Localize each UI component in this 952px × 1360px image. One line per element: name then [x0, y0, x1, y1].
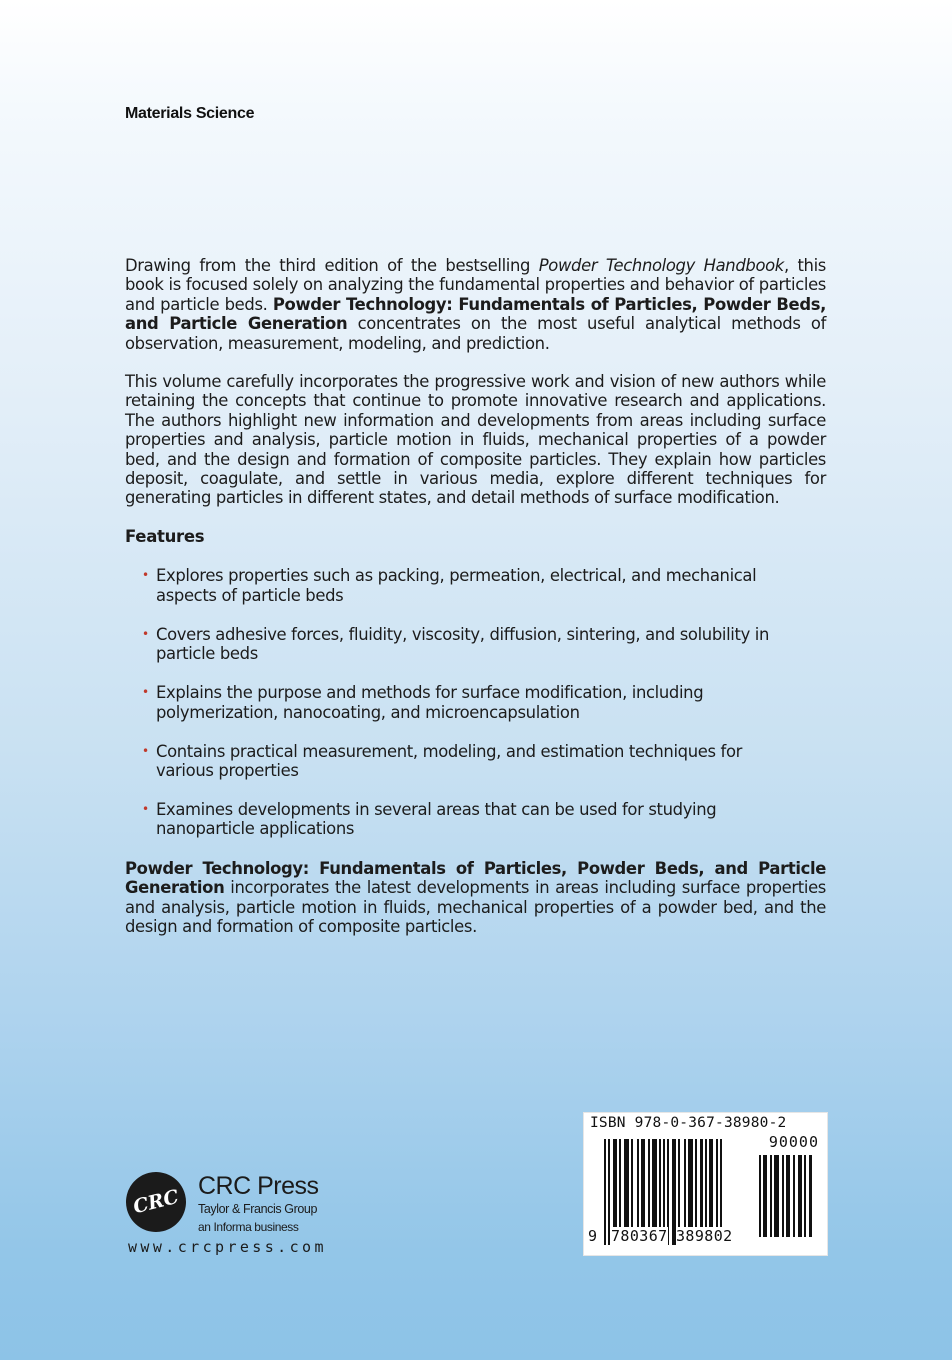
publisher-website[interactable]: www.crcpress.com [128, 1238, 327, 1256]
isbn-label: ISBN 978-0-367-38980-2 [590, 1115, 787, 1131]
feature-item: • Explores properties such as packing, permeation, electrical, and mechanical aspects of particle beds [156, 566, 776, 605]
barcode-digit-first: 9 [588, 1227, 598, 1245]
barcode-digits-left: 780367 [611, 1227, 668, 1245]
intro-paragraph-1: Drawing from the third edition of the bestselling Powder Technology Handbook, this book is focused solely on analyzing the fundamental properties and behavior of particles and particle beds. Powder Technology: Fundamentals of Particles, Powder Beds, and Particle Generation concentrates on the most useful analytical methods of observation, measurement, modeling, and prediction. [125, 256, 826, 353]
barcode-addon-icon [759, 1155, 819, 1237]
publisher-parent: an Informa business [198, 1220, 299, 1234]
publisher-name: CRC Press [198, 1172, 319, 1200]
publisher-group: Taylor & Francis Group [198, 1202, 318, 1216]
category-label: Materials Science [125, 105, 255, 122]
feature-item: • Explains the purpose and methods for surface modification, including polymerization, nanocoating, and microencapsulation [156, 683, 776, 722]
book-title: Powder Technology: Fundamentals of Particles, Powder Beds, and Particle Generation [125, 858, 826, 898]
handbook-title: Powder Technology Handbook [538, 256, 784, 275]
isbn-addon: 90000 [768, 1133, 819, 1151]
book-title: Powder Technology: Fundamentals of Particles, Powder Beds, and Particle Generation [125, 294, 826, 334]
crc-logo-icon: CRC [120, 1166, 193, 1239]
publisher-block [126, 1172, 346, 1262]
isbn-barcode [583, 1112, 828, 1256]
barcode-digits-right: 389802 [676, 1227, 733, 1245]
intro-paragraph-2: This volume carefully incorporates the progressive work and vision of new authors while retaining the concepts that continue to promote innovative research and applications. The authors highlight new information and developments from areas including surface properties and analysis, particle motion in fluids, mechanical properties of a powder bed, and the design and formation of composite particles. They explain how particles deposit, coagulate, and settle in various media, explore different techniques for generating particles in different states, and detail methods of surface modification. [125, 372, 826, 508]
feature-item: • Examines developments in several areas that can be used for studying nanoparticle applications [156, 800, 776, 839]
closing-paragraph: Powder Technology: Fundamentals of Particles, Powder Beds, and Particle Generation incorporates the latest developments in areas including surface properties and analysis, particle motion in fluids, mechanical properties of a powder bed, and the design and formation of composite particles. [125, 858, 826, 936]
back-cover-text [125, 256, 826, 955]
feature-item: • Covers adhesive forces, fluidity, viscosity, diffusion, sintering, and solubility in particle beds [156, 625, 776, 664]
features-heading: Features [125, 526, 205, 546]
features-list [125, 566, 826, 838]
feature-item: • Contains practical measurement, modeling, and estimation techniques for various properties [156, 742, 776, 781]
